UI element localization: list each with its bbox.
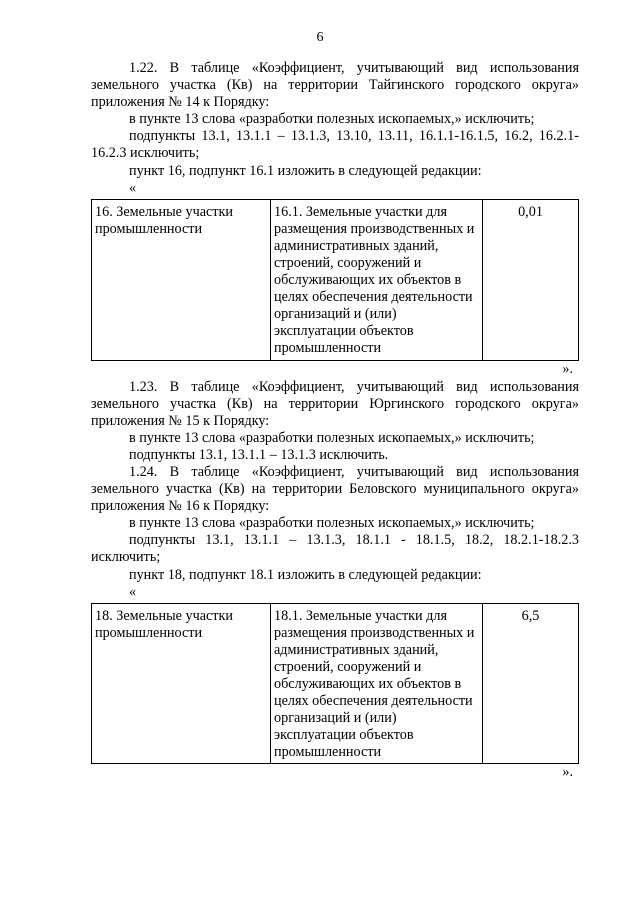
section-1-24-line1: в пункте 13 слова «разработки полезных ископаемых,» исключить; [129,515,535,532]
section-1-24-line2: подпункты 13.1, 13.1.1 – 13.1.3, 18.1.1 - 18.1.5, 18.2, 18.2.1-18.2.3 исключить; [91,532,579,566]
table-cell-category: 18. Земельные участки промышленности [92,603,271,764]
section-1-22-intro: 1.22. В таблице «Коэффициент, учитывающий вид использования земельного участка (Кв) на территории Тайгинского городского округа» приложения № 14 к Порядку: [91,60,579,111]
table-cell-coefficient: 0,01 [483,199,579,360]
document-body [91,60,579,782]
amendment-table-16 [91,199,579,361]
table-cell-coefficient: 6,5 [483,603,579,764]
section-1-24-intro: 1.24. В таблице «Коэффициент, учитывающий вид использования земельного участка (Кв) на территории Беловского муниципального округа» приложения № 16 к Порядку: [91,463,579,515]
table-row [92,199,579,360]
page-number: 6 [316,30,324,45]
amendment-table-18 [91,603,579,765]
table-row [92,603,579,764]
table-cell-subcategory: 16.1. Земельные участки для размещения производственных и административных зданий, строений, сооружений и обслуживающих их объектов в целях обеспечения деятельности организаций и (или) эксплуатации объектов промышленности [271,199,483,360]
section-1-23-line2: подпункты 13.1, 13.1.1 – 13.1.3 исключить. [129,446,389,463]
opening-quote: « [129,583,137,600]
table-cell-subcategory: 18.1. Земельные участки для размещения производственных и административных зданий, строений, сооружений и обслуживающих их объектов в целях обеспечения деятельности организаций и (или) эксплуатации объектов промышленности [271,603,483,764]
section-1-22-line1: в пункте 13 слова «разработки полезных ископаемых,» исключить; [129,111,535,128]
closing-quote: ». [562,764,573,781]
closing-quote: ». [562,360,573,377]
section-1-23-line1: в пункте 13 слова «разработки полезных ископаемых,» исключить; [129,429,535,446]
section-1-24-line3: пункт 18, подпункт 18.1 изложить в следующей редакции: [129,566,482,583]
section-1-22-line3: пункт 16, подпункт 16.1 изложить в следующей редакции: [129,162,482,179]
opening-quote: « [129,179,137,196]
section-1-23-intro: 1.23. В таблице «Коэффициент, учитывающий вид использования земельного участка (Кв) на территории Юргинского городского округа» приложения № 15 к Порядку: [91,378,579,429]
section-1-22-line2: подпункты 13.1, 13.1.1 – 13.1.3, 13.10, 13.11, 16.1.1-16.1.5, 16.2, 16.2.1-16.2.3 исключить; [91,128,579,162]
table-cell-category: 16. Земельные участки промышленности [92,199,271,360]
